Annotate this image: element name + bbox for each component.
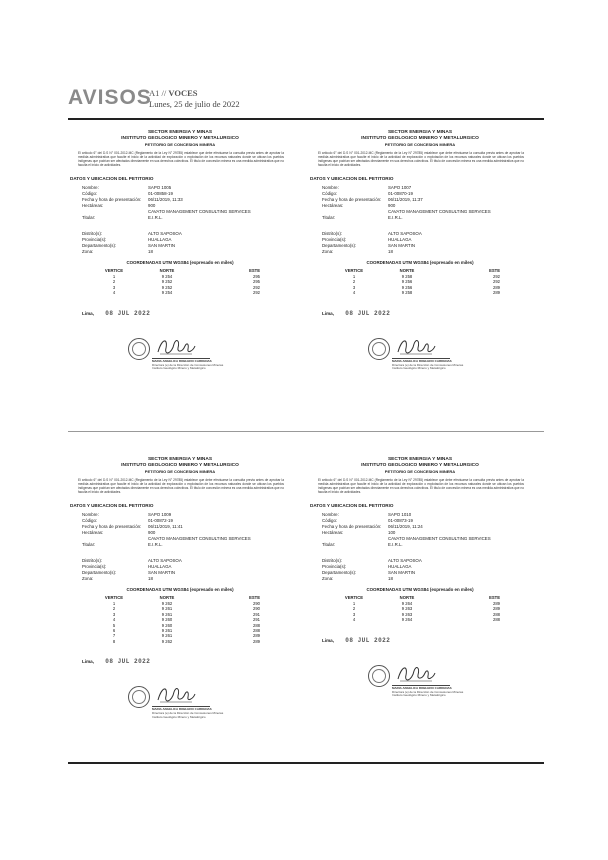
vertex-number: 1 (352, 601, 356, 607)
field-value: 900 (148, 203, 156, 208)
vertex-number: 4 (112, 617, 116, 623)
field-value: ALTO SAPOSOA (388, 231, 422, 236)
field-value: 01-00870-19 (388, 191, 413, 196)
field-value: SAPO 1007 (388, 185, 412, 190)
field-titular (322, 215, 522, 222)
notice-heading-petition: PETITORIO DE CONCESION MINERA (144, 469, 216, 474)
field-label: Hectáreas: (322, 203, 344, 208)
field-label: Departamento(s): (82, 570, 117, 575)
field-label: Zona: (322, 249, 334, 254)
lima-label: Lima, (82, 310, 94, 316)
field-value: 18 (388, 249, 393, 254)
notice-date-line (322, 637, 390, 645)
norte-value: 9 262 (161, 638, 173, 644)
field-label: Hectáreas: (82, 530, 104, 535)
column-header-norte: NORTE (159, 268, 175, 274)
column-header-norte: NORTE (399, 268, 415, 274)
signature-icon (394, 336, 438, 358)
field-label: Provincia(s): (82, 564, 107, 569)
signer-title: Directora (e) de la Dirección de Concesiones Mineras Instituto Geológico Minero y Metalúrgico (392, 362, 464, 371)
notice-heading-sector: SECTOR ENERGIA Y MINAS (147, 457, 213, 462)
field-value: 01-00872-19 (148, 518, 173, 523)
field-value: 18 (148, 249, 153, 254)
signature-icon (154, 336, 198, 358)
vertex-number: 4 (112, 290, 116, 296)
field-value: SAPO 1005 (148, 185, 172, 190)
field-value: SAN MARTIN (388, 243, 415, 248)
signer-name: MARIA ANGELICA ROBLEDO CARDENAS (392, 358, 452, 363)
official-seal-icon (368, 665, 390, 687)
date-stamp: 08 JUL 2022 (345, 309, 391, 317)
notice-legal-text: El artículo 6° del D.S N° 001-2012-MC (Reglamento de la Ley N° 29785) establece que debe efectuarse la consulta previa antes de aprobar la medida administrativa que faculte el inicio de la actividad de exploración o explotación de los recursos naturales donde se ubican los pueblos indígenas que podrían ser afectados directamente en sus derechos colectivos. El título de concesión minera es una medida administrativa que no faculta el inicio de actividades. (78, 151, 284, 168)
este-value: 295 (253, 274, 260, 280)
field-value: CAVATO MANAGEMENT CONSULTING SERVICES (148, 209, 251, 214)
norte-value: 9 261 (161, 606, 173, 612)
date-stamp: 08 JUL 2022 (345, 636, 391, 644)
section-title: AVISOS (68, 86, 152, 109)
este-value: 292 (253, 290, 260, 296)
field-value: E.I.R.L. (148, 215, 163, 220)
field-zona (322, 576, 522, 583)
coordinates-row (332, 290, 506, 295)
field-label: Código: (82, 518, 98, 523)
vertex-number: 2 (352, 279, 356, 285)
mining-notice (310, 457, 530, 752)
vertex-number: 8 (112, 638, 116, 644)
vertex-number: 3 (112, 611, 116, 617)
este-value: 291 (253, 617, 260, 623)
signer-title: Directora (e) de la Dirección de Concesiones Mineras Instituto Geológico Minero y Metalúrgico (152, 711, 224, 719)
column-header-vertice: VERTICE (344, 268, 364, 274)
column-header-este: ESTE (489, 595, 500, 601)
vertex-number: 3 (112, 284, 116, 290)
field-value: 06/11/2019, 11:41 (148, 524, 183, 529)
lima-label: Lima, (322, 637, 334, 643)
field-value: E.I.R.L. (148, 542, 163, 547)
field-label: Zona: (322, 576, 334, 581)
norte-value: 9 256 (401, 284, 413, 290)
field-label: Departamento(s): (322, 570, 357, 575)
field-value: 06/11/2019, 11:33 (148, 197, 183, 202)
field-value: HUALLAGA (388, 564, 412, 569)
column-header-este: ESTE (249, 268, 260, 274)
coordinates-body (92, 274, 266, 296)
field-value: HUALLAGA (388, 237, 412, 242)
este-value: 288 (253, 622, 260, 628)
field-label: Fecha y hora de presentación: (322, 524, 382, 529)
notice-heading-petition: PETITORIO DE CONCESION MINERA (144, 142, 216, 147)
field-value: 06/11/2019, 11:24 (388, 524, 423, 529)
vertex-number: 4 (352, 617, 356, 623)
field-label: Nombre: (82, 185, 99, 190)
signer-title: Directora (e) de la Dirección de Concesiones Mineras Instituto Geológico Minero y Metalúrgico (152, 362, 224, 371)
field-label: Departamento(s): (82, 243, 117, 248)
norte-value: 9 256 (401, 279, 413, 285)
notice-heading-institute: INSTITUTO GEOLOGICO MINERO Y METALURGICO (121, 136, 239, 141)
official-seal-icon (368, 338, 390, 360)
field-label: Titular: (322, 215, 336, 220)
field-value: CAVATO MANAGEMENT CONSULTING SERVICES (388, 209, 491, 214)
este-value: 289 (493, 290, 500, 296)
date-stamp: 08 JUL 2022 (105, 658, 151, 666)
este-value: 288 (493, 611, 500, 617)
publication-name: VOCES (168, 88, 198, 98)
field-titular (82, 542, 282, 549)
field-label: Nombre: (82, 512, 99, 517)
field-value: 100 (388, 530, 396, 535)
field-value: SAN MARTIN (388, 570, 415, 575)
signer-name: MARIA ANGELICA ROBLEDO CARDENAS (152, 707, 212, 712)
field-label: Provincia(s): (322, 237, 347, 242)
publication-date: Lunes, 25 de julio de 2022 (149, 99, 240, 109)
coordinates-row (92, 639, 266, 644)
field-label: Código: (322, 191, 338, 196)
coordinates-row (92, 290, 266, 295)
este-value: 290 (253, 601, 260, 607)
field-titular (322, 542, 522, 549)
field-label: Distrito(s): (322, 558, 343, 563)
field-value: 06/11/2019, 11:37 (388, 197, 423, 202)
field-label: Hectáreas: (82, 203, 104, 208)
este-value: 288 (253, 628, 260, 634)
notice-section-title: DATOS Y UBICACION DEL PETITORIO (310, 503, 394, 508)
vertex-number: 3 (352, 611, 356, 617)
norte-value: 9 260 (161, 617, 173, 623)
este-value: 289 (253, 633, 260, 639)
norte-value: 9 263 (401, 611, 413, 617)
field-zona (82, 576, 282, 583)
field-value: CAVATO MANAGEMENT CONSULTING SERVICES (388, 536, 491, 541)
coordinates-row (332, 617, 506, 622)
coordinates-body (332, 601, 506, 623)
header-rule (68, 118, 544, 120)
norte-value: 9 260 (161, 622, 173, 628)
column-header-este: ESTE (489, 268, 500, 274)
este-value: 289 (493, 601, 500, 607)
notice-heading-institute: INSTITUTO GEOLOGICO MINERO Y METALURGICO (361, 463, 479, 468)
notice-date-line (82, 658, 150, 666)
vertex-number: 2 (112, 279, 116, 285)
field-value: 18 (388, 576, 393, 581)
coordinates-table (332, 268, 506, 296)
page-number: A1 (149, 88, 160, 98)
notice-heading-sector: SECTOR ENERGIA Y MINAS (147, 130, 213, 135)
norte-value: 9 252 (161, 284, 173, 290)
field-value: 18 (148, 576, 153, 581)
footer-rule (68, 762, 544, 764)
signature-icon (394, 663, 438, 685)
mining-notice (310, 130, 530, 420)
official-seal-icon (128, 686, 150, 708)
field-label: Titular: (82, 215, 96, 220)
column-header-vertice: VERTICE (104, 268, 124, 274)
mining-notice (70, 130, 290, 420)
vertex-number: 3 (352, 284, 356, 290)
signer-name: MARIA ANGELICA ROBLEDO CARDENAS (152, 358, 212, 363)
field-value: ALTO SAPOSOA (388, 558, 422, 563)
lima-label: Lima, (82, 659, 94, 665)
notice-legal-text: El artículo 6° del D.S N° 001-2012-MC (Reglamento de la Ley N° 29785) establece que debe efectuarse la consulta previa antes de aprobar la medida administrativa que faculte el inicio de la actividad de exploración o explotación de los recursos naturales donde se ubican los pueblos indígenas que podrían ser afectados directamente en sus derechos colectivos. El título de concesión minera es una medida administrativa que no faculta el inicio de actividades. (78, 478, 284, 495)
field-label: Distrito(s): (82, 231, 103, 236)
notice-section-title: DATOS Y UBICACION DEL PETITORIO (310, 176, 394, 181)
field-value: SAPO 1009 (148, 512, 172, 517)
norte-value: 9 261 (161, 611, 173, 617)
vertex-number: 4 (352, 290, 356, 296)
field-value: SAPO 1010 (388, 512, 412, 517)
este-value: 289 (493, 606, 500, 612)
column-header-norte: NORTE (399, 595, 415, 601)
field-value: HUALLAGA (148, 237, 172, 242)
column-header-vertice: VERTICE (344, 595, 364, 601)
este-value: 289 (253, 638, 260, 644)
este-value: 289 (493, 284, 500, 290)
field-label: Zona: (82, 249, 94, 254)
este-value: 292 (253, 284, 260, 290)
este-value: 288 (493, 617, 500, 623)
coordinates-body (92, 601, 266, 644)
field-label: Código: (82, 191, 98, 196)
este-value: 291 (253, 611, 260, 617)
norte-value: 9 261 (161, 628, 173, 634)
notice-date-line (82, 310, 150, 318)
field-label: Distrito(s): (322, 231, 343, 236)
field-value: ALTO SAPOSOA (148, 558, 182, 563)
notice-heading-institute: INSTITUTO GEOLOGICO MINERO Y METALURGICO (121, 463, 239, 468)
coordinates-table (92, 268, 266, 296)
vertex-number: 2 (112, 606, 116, 612)
coordinates-title: COORDENADAS UTM WGS84 (expresado en miles) (366, 260, 474, 265)
field-value: HUALLAGA (148, 564, 172, 569)
page-separator: // (161, 88, 167, 98)
norte-value: 9 254 (161, 274, 173, 280)
coordinates-title: COORDENADAS UTM WGS84 (expresado en miles) (366, 587, 474, 592)
notice-date-line (322, 310, 390, 318)
field-value: SAN MARTIN (148, 243, 175, 248)
signer-title: Directora (e) de la Dirección de Concesiones Mineras Instituto Geológico Minero y Metalúrgico (392, 689, 464, 698)
lima-label: Lima, (322, 310, 334, 316)
field-value: SAN MARTIN (148, 570, 175, 575)
field-label: Nombre: (322, 185, 339, 190)
vertex-number: 1 (112, 601, 116, 607)
norte-value: 9 263 (401, 606, 413, 612)
coordinates-title: COORDENADAS UTM WGS84 (expresado en miles) (126, 587, 234, 592)
field-label: Departamento(s): (322, 243, 357, 248)
field-value: 01-00858-19 (148, 191, 173, 196)
vertex-number: 1 (112, 274, 116, 280)
norte-value: 9 254 (161, 290, 173, 296)
field-label: Distrito(s): (82, 558, 103, 563)
norte-value: 9 262 (161, 601, 173, 607)
vertex-number: 6 (112, 628, 116, 634)
norte-value: 9 258 (401, 290, 413, 296)
notice-heading-petition: PETITORIO DE CONCESION MINERA (384, 469, 456, 474)
official-seal-icon (128, 338, 150, 360)
field-label: Provincia(s): (82, 237, 107, 242)
field-zona (82, 249, 282, 256)
norte-value: 9 258 (401, 274, 413, 280)
field-label: Titular: (322, 542, 336, 547)
field-value: E.I.R.L. (388, 542, 403, 547)
publication-line (149, 88, 198, 98)
notice-heading-sector: SECTOR ENERGIA Y MINAS (387, 457, 453, 462)
coordinates-table (332, 595, 506, 623)
vertex-number: 1 (352, 274, 356, 280)
field-label: Fecha y hora de presentación: (82, 524, 142, 529)
notice-legal-text: El artículo 6° del D.S N° 001-2012-MC (Reglamento de la Ley N° 29785) establece que debe efectuarse la consulta previa antes de aprobar la medida administrativa que faculte el inicio de la actividad de exploración o explotación de los recursos naturales donde se ubican los pueblos indígenas que podrían ser afectados directamente en sus derechos colectivos. El título de concesión minera es una medida administrativa que no faculta el inicio de actividades. (318, 478, 524, 495)
signer-name: MARIA ANGELICA ROBLEDO CARDENAS (392, 685, 452, 690)
vertex-number: 2 (352, 606, 356, 612)
notice-heading-sector: SECTOR ENERGIA Y MINAS (387, 130, 453, 135)
mining-notice (70, 457, 290, 752)
este-value: 290 (253, 606, 260, 612)
field-label: Código: (322, 518, 338, 523)
vertex-number: 7 (112, 633, 116, 639)
field-label: Nombre: (322, 512, 339, 517)
este-value: 292 (493, 274, 500, 280)
middle-divider (68, 431, 544, 432)
norte-value: 9 252 (161, 279, 173, 285)
field-value: 900 (388, 203, 396, 208)
vertex-number: 5 (112, 622, 116, 628)
field-value: 01-00873-19 (388, 518, 413, 523)
field-label: Fecha y hora de presentación: (82, 197, 142, 202)
notice-heading-institute: INSTITUTO GEOLOGICO MINERO Y METALURGICO (361, 136, 479, 141)
norte-value: 9 261 (161, 633, 173, 639)
notice-heading-petition: PETITORIO DE CONCESION MINERA (384, 142, 456, 147)
field-label: Provincia(s): (322, 564, 347, 569)
field-value: 900 (148, 530, 156, 535)
date-stamp: 08 JUL 2022 (105, 309, 151, 317)
notice-section-title: DATOS Y UBICACION DEL PETITORIO (70, 503, 154, 508)
notice-legal-text: El artículo 6° del D.S N° 001-2012-MC (Reglamento de la Ley N° 29785) establece que debe efectuarse la consulta previa antes de aprobar la medida administrativa que faculte el inicio de la actividad de exploración o explotación de los recursos naturales donde se ubican los pueblos indígenas que podrían ser afectados directamente en sus derechos colectivos. El título de concesión minera es una medida administrativa que no faculta el inicio de actividades. (318, 151, 524, 168)
norte-value: 9 264 (401, 617, 413, 623)
column-header-este: ESTE (249, 595, 260, 601)
coordinates-title: COORDENADAS UTM WGS84 (expresado en miles) (126, 260, 234, 265)
notice-section-title: DATOS Y UBICACION DEL PETITORIO (70, 176, 154, 181)
este-value: 292 (493, 279, 500, 285)
column-header-vertice: VERTICE (104, 595, 124, 601)
newspaper-header (68, 86, 544, 118)
field-label: Fecha y hora de presentación: (322, 197, 382, 202)
field-label: Hectáreas: (322, 530, 344, 535)
coordinates-body (332, 274, 506, 296)
field-value: ALTO SAPOSOA (148, 231, 182, 236)
field-label: Zona: (82, 576, 94, 581)
este-value: 295 (253, 279, 260, 285)
coordinates-table (92, 595, 266, 644)
field-titular (82, 215, 282, 222)
norte-value: 9 264 (401, 601, 413, 607)
field-label: Titular: (82, 542, 96, 547)
field-value: CAVATO MANAGEMENT CONSULTING SERVICES (148, 536, 251, 541)
signature-icon (154, 684, 198, 706)
column-header-norte: NORTE (159, 595, 175, 601)
field-value: E.I.R.L. (388, 215, 403, 220)
field-zona (322, 249, 522, 256)
